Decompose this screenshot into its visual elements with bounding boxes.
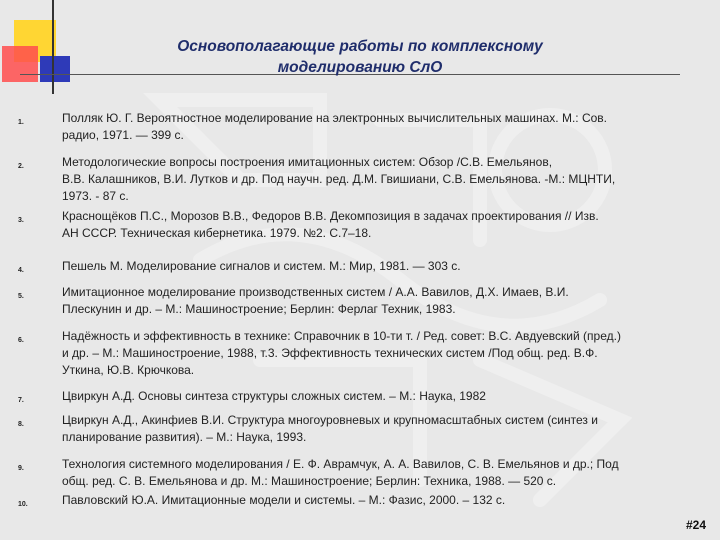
reference-item — [0, 154, 720, 205]
reference-line: Имитационное моделирование производственных систем / А.А. Вавилов, Д.Х. Имаев, В.И. — [62, 285, 569, 299]
corner-decoration — [0, 0, 90, 100]
reference-line: Методологические вопросы построения имитационных систем: Обзор /С.В. Емельянов, — [62, 155, 553, 169]
title-line-1: Основополагающие работы по комплексному — [177, 38, 543, 55]
reference-item — [0, 456, 720, 490]
reference-number: 9. — [18, 465, 24, 472]
reference-line: Уткина, Ю.В. Крючкова. — [62, 363, 195, 377]
reference-line: 1973. - 87 с. — [62, 189, 129, 203]
reference-text — [62, 492, 702, 509]
reference-line: радио, 1971. — 399 с. — [62, 128, 184, 142]
reference-item — [0, 284, 720, 318]
reference-number: 6. — [18, 337, 24, 344]
reference-line: Технология системного моделирования / Е. Ф. Аврамчук, А. А. Вавилов, С. В. Емельянов и др.; Под — [62, 457, 619, 471]
reference-text — [62, 154, 702, 205]
reference-number: 3. — [18, 217, 24, 224]
blue-square — [40, 56, 70, 82]
reference-line: Краснощёков П.С., Морозов В.В., Федоров В.В. Декомпозиция в задачах проектирования // Изв. — [62, 209, 599, 223]
reference-line: Павловский Ю.А. Имитационные модели и системы. – М.: Фазис, 2000. – 132 с. — [62, 493, 506, 507]
reference-text — [62, 412, 702, 446]
reference-text — [62, 110, 702, 144]
reference-line: АН СССР. Техническая кибернетика. 1979. №2. С.7–18. — [62, 226, 372, 240]
reference-item — [0, 492, 720, 509]
reference-item — [0, 328, 720, 379]
red-square — [2, 46, 38, 82]
reference-line: и др. – М.: Машиностроение, 1988, т.3. Эффективность технических систем /Под общ. ред. В.Ф. — [62, 346, 598, 360]
reference-line: Полляк Ю. Г. Вероятностное моделирование на электронных вычислительных машинах. М.: Сов. — [62, 111, 607, 125]
reference-line: Надёжность и эффективность в технике: Справочник в 10-ти т. / Ред. совет: В.С. Авдуевский (пред.) — [62, 329, 621, 343]
reference-line: планирование развития). – М.: Наука, 1993. — [62, 430, 307, 444]
reference-line: Цвиркун А.Д., Акинфиев В.И. Структура многоуровневых и крупномасштабных систем (синтез и — [62, 413, 598, 427]
reference-item — [0, 258, 720, 275]
page-title — [150, 36, 570, 78]
reference-number: 10. — [18, 501, 28, 508]
reference-text — [62, 258, 702, 275]
reference-text — [62, 328, 702, 379]
reference-number: 8. — [18, 421, 24, 428]
reference-number: 5. — [18, 293, 24, 300]
reference-text — [62, 208, 702, 242]
reference-line: В.В. Калашников, В.И. Лутков и др. Под научн. ред. Д.М. Гвишиани, С.В. Емельянова. -М.: МЦНТИ, — [62, 172, 616, 186]
page-number: #24 — [685, 518, 706, 532]
vertical-rule — [52, 0, 54, 94]
reference-number: 7. — [18, 397, 24, 404]
reference-item — [0, 388, 720, 405]
reference-number: 1. — [18, 119, 24, 126]
reference-number: 2. — [18, 163, 24, 170]
reference-line: Цвиркун А.Д. Основы синтеза структуры сложных систем. – М.: Наука, 1982 — [62, 389, 486, 403]
reference-text — [62, 284, 702, 318]
reference-line: Плескунин и др. – М.: Машиностроение; Берлин: Ферлаг Техник, 1983. — [62, 302, 456, 316]
reference-item — [0, 110, 720, 144]
reference-text — [62, 388, 702, 405]
reference-number: 4. — [18, 267, 24, 274]
reference-item — [0, 412, 720, 446]
reference-line: Пешель М. Моделирование сигналов и систем. М.: Мир, 1981. — 303 с. — [62, 259, 461, 273]
reference-text — [62, 456, 702, 490]
title-line-2: моделированию СлО — [277, 59, 443, 76]
reference-item — [0, 208, 720, 242]
reference-line: общ. ред. С. В. Емельянова и др. М.: Машиностроение; Берлин: Техника, 1988. — 520 с. — [62, 474, 557, 488]
